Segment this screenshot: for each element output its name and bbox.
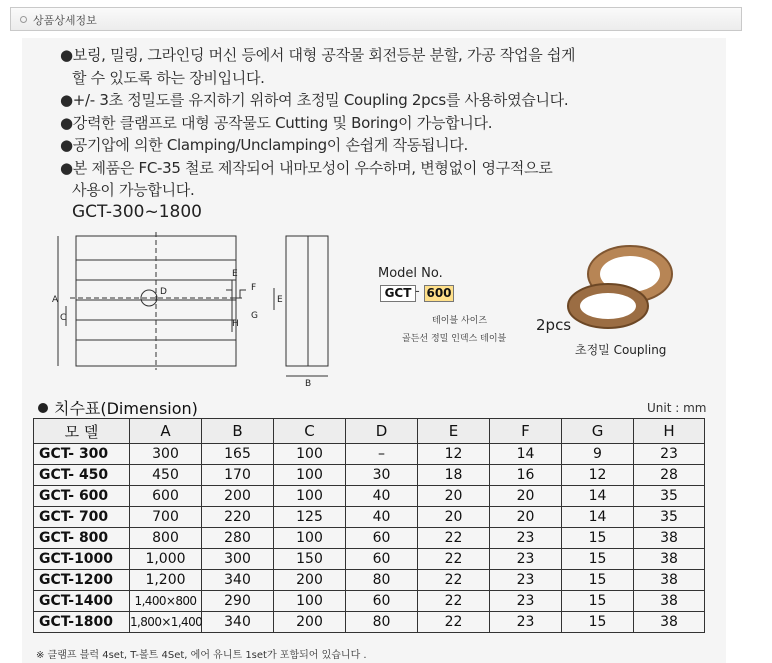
cell: 170 [202, 465, 274, 486]
model-no-title: Model No. [378, 266, 443, 281]
label-f: F [251, 283, 257, 293]
cell: 28 [634, 465, 705, 486]
cell-model: GCT-1400 [34, 591, 130, 612]
coupling-quantity: 2pcs [536, 316, 572, 334]
cell: 1,000 [130, 549, 202, 570]
cell: 60 [346, 528, 418, 549]
cell: 15 [562, 591, 634, 612]
feature-line: ●보링, 밀링, 그라인딩 머신 등에서 대형 공작물 회전등분 분할, 가공 작업을 쉽게 [60, 46, 576, 64]
feature-line: ●강력한 클램프로 대형 공작물도 Cutting 및 Boring이 가능합니다. [60, 113, 493, 132]
cell: 23 [490, 549, 562, 570]
cell: 60 [346, 549, 418, 570]
feature-line: 사용이 가능합니다. [72, 181, 195, 199]
cell: 30 [346, 465, 418, 486]
label-e: E [232, 269, 238, 279]
cell: 20 [490, 507, 562, 528]
cell: 38 [634, 612, 705, 633]
cell: 125 [274, 507, 346, 528]
cell: 22 [418, 591, 490, 612]
cell: 38 [634, 528, 705, 549]
cell: 340 [202, 612, 274, 633]
cell: 15 [562, 528, 634, 549]
feature-list [60, 44, 620, 202]
model-dash: - [415, 284, 420, 299]
size-note: 테이블 사이즈 [432, 316, 488, 326]
cell: 340 [202, 570, 274, 591]
cell: 300 [202, 549, 274, 570]
header-e: E [418, 419, 490, 444]
feature-line: 할 수 있도록 하는 장비입니다. [72, 68, 265, 87]
table-row [34, 444, 705, 465]
cell: 9 [562, 444, 634, 465]
table-row [34, 570, 705, 591]
unit-label: Unit : mm [647, 401, 707, 415]
header-c: C [274, 419, 346, 444]
cell: 14 [562, 507, 634, 528]
prefix-note: 골든선 정밀 인덱스 테이블 [402, 334, 507, 344]
label-g: G [251, 311, 258, 321]
header-f: F [490, 419, 562, 444]
header-b: B [202, 419, 274, 444]
cell-model: GCT- 700 [34, 507, 130, 528]
coupling-label: 초정밀 Coupling [575, 343, 667, 357]
table-row [34, 528, 705, 549]
cell: 20 [418, 507, 490, 528]
cell-model: GCT-1000 [34, 549, 130, 570]
cell: 35 [634, 486, 705, 507]
label-c: C [60, 313, 67, 323]
feature-line: ●+/- 3초 정밀도를 유지하기 위하여 초정밀 Coupling 2pcs를 사용하였습니다. [60, 91, 569, 109]
cell: 20 [490, 486, 562, 507]
header-a: A [130, 419, 202, 444]
cell: 200 [274, 570, 346, 591]
cell: 80 [346, 612, 418, 633]
cell: 220 [202, 507, 274, 528]
cell: – [346, 444, 418, 465]
cell: 165 [202, 444, 274, 465]
cell: 38 [634, 591, 705, 612]
cell: 22 [418, 612, 490, 633]
cell: 12 [562, 465, 634, 486]
cell: 100 [274, 528, 346, 549]
header-d: D [346, 419, 418, 444]
tab-label: 상품상세정보 [33, 14, 97, 27]
cell-model: GCT-1200 [34, 570, 130, 591]
cell: 80 [346, 570, 418, 591]
header-g: G [562, 419, 634, 444]
cell: 300 [130, 444, 202, 465]
cell: 1,400×800 [130, 591, 202, 612]
cell: 100 [274, 465, 346, 486]
feature-line: ●공기압에 의한 Clamping/Unclamping이 손쉽게 작동됩니다. [60, 136, 468, 154]
cell: 450 [130, 465, 202, 486]
model-prefix-box: GCT [380, 285, 416, 302]
cell: 1,800×1,400 [130, 612, 202, 633]
cell: 14 [490, 444, 562, 465]
table-row [34, 486, 705, 507]
dimension-table [33, 418, 705, 633]
cell: 38 [634, 570, 705, 591]
header-h: H [634, 419, 705, 444]
cell: 20 [418, 486, 490, 507]
technical-drawing [46, 228, 346, 388]
cell: 16 [490, 465, 562, 486]
header-model: 모 델 [34, 419, 130, 444]
cell: 700 [130, 507, 202, 528]
cell: 15 [562, 612, 634, 633]
label-d: D [160, 287, 167, 297]
table-row [34, 465, 705, 486]
cell-model: GCT- 450 [34, 465, 130, 486]
cell-model: GCT- 300 [34, 444, 130, 465]
dimension-title [38, 396, 198, 419]
cell: 22 [418, 570, 490, 591]
table-row [34, 507, 705, 528]
label-e-side: E [277, 295, 283, 305]
model-size-box: 600 [424, 285, 454, 302]
cell: 23 [490, 591, 562, 612]
cell: 15 [562, 549, 634, 570]
cell: 1,200 [130, 570, 202, 591]
table-row [34, 612, 705, 633]
product-detail-tab[interactable] [10, 7, 742, 31]
cell: 18 [418, 465, 490, 486]
cell: 150 [274, 549, 346, 570]
dimension-title-text: 치수표(Dimension) [54, 399, 198, 418]
cell-model: GCT- 600 [34, 486, 130, 507]
cell: 290 [202, 591, 274, 612]
table-row [34, 591, 705, 612]
label-h: H [232, 319, 239, 329]
cell: 800 [130, 528, 202, 549]
cell: 200 [202, 486, 274, 507]
cell: 23 [490, 570, 562, 591]
feature-line: ●본 제품은 FC-35 철로 제작되어 내마모성이 우수하며, 변형없이 영구적으로 [60, 158, 553, 177]
cell: 60 [346, 591, 418, 612]
table-row [34, 549, 705, 570]
bullet-icon [38, 403, 48, 413]
cell: 12 [418, 444, 490, 465]
model-range-title: GCT-300~1800 [72, 202, 202, 222]
cell: 100 [274, 591, 346, 612]
cell: 40 [346, 507, 418, 528]
cell: 22 [418, 549, 490, 570]
coupling-photo [560, 228, 680, 340]
label-a: A [52, 295, 59, 305]
tab-bullet-icon [20, 16, 27, 23]
cell: 23 [634, 444, 705, 465]
cell: 23 [490, 528, 562, 549]
cell: 23 [490, 612, 562, 633]
cell-model: GCT- 800 [34, 528, 130, 549]
cell: 100 [274, 486, 346, 507]
cell: 100 [274, 444, 346, 465]
cell: 600 [130, 486, 202, 507]
cell: 280 [202, 528, 274, 549]
cell: 15 [562, 570, 634, 591]
cell-model: GCT-1800 [34, 612, 130, 633]
cell: 14 [562, 486, 634, 507]
cell: 22 [418, 528, 490, 549]
label-b: B [305, 379, 312, 388]
cell: 38 [634, 549, 705, 570]
cell: 200 [274, 612, 346, 633]
footnote: ※ 클램프 블럭 4set, T-볼트 4Set, 에어 유니트 1set가 포함되어 있습니다 . [36, 650, 367, 661]
cell: 35 [634, 507, 705, 528]
cell: 40 [346, 486, 418, 507]
